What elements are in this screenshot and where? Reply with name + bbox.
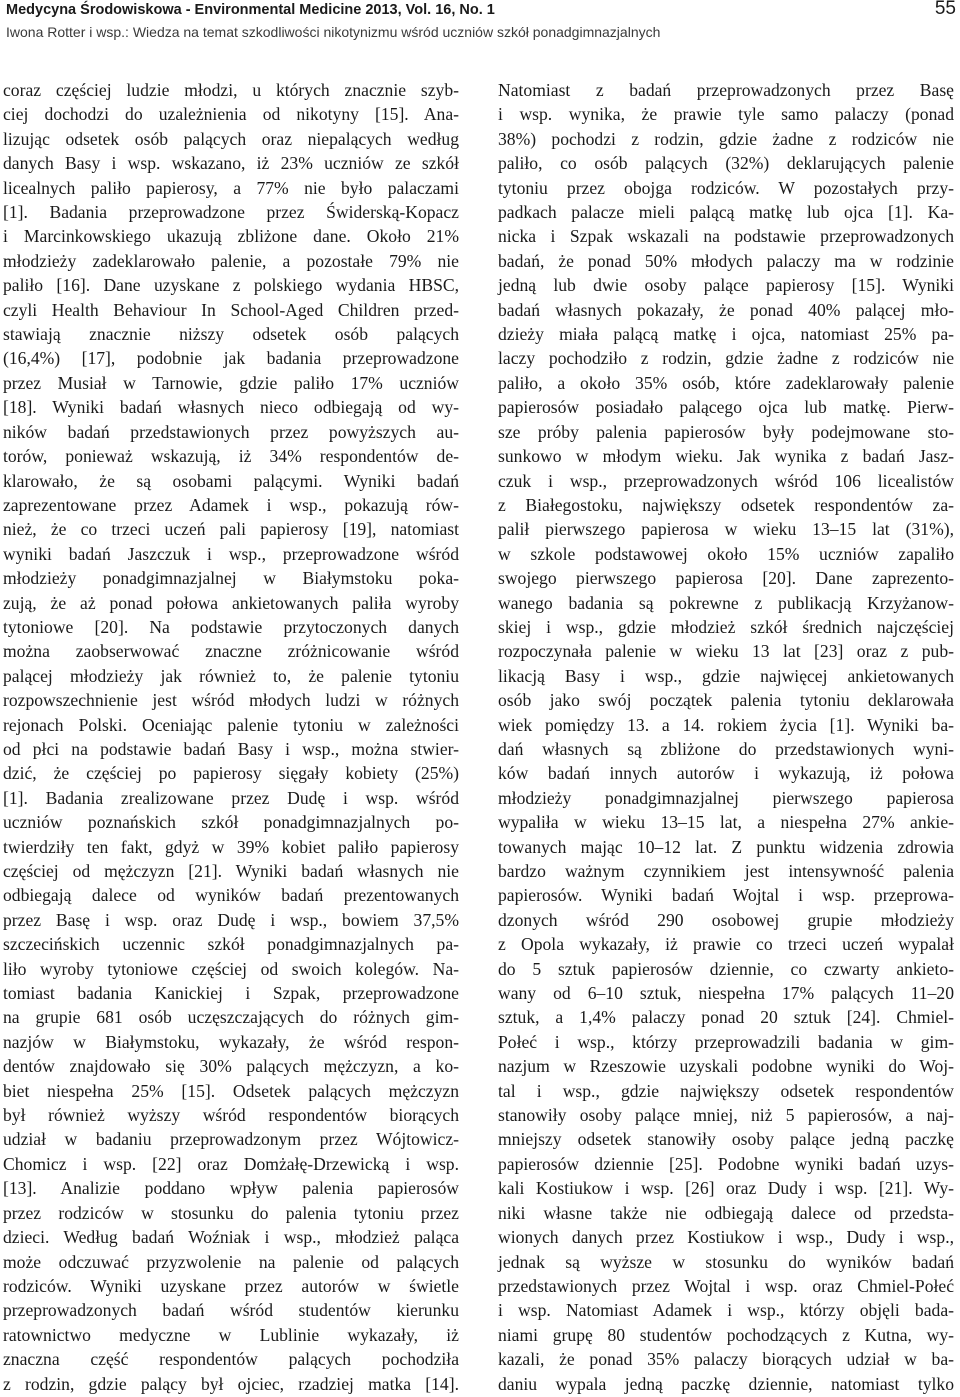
- left-column-text: coraz częściej ludzie młodzi, u których znacznie szyb- ciej dochodzi do uzależnienia od nikotyny [15]. Ana- lizując odsetek osób palących oraz niepalących według danych Basy i wsp. wskazano, iż 23% uczniów ze szkół licealnych paliło papierosy, a 77% nie było palaczami [1]. Badania przeprowadzone przez Świderską-Kopacz i Marcinkowskiego ukazują zbliżone dane. Około 21% młodzieży zadeklarowało palenie, a pozostałe 79% nie paliło [16]. Dane uzyskane z polskiego wydania HBSC, czyli Health Behaviour In School-Aged Children przed- stawiają znacznie niższy odsetek osób palących (16,4%) [17], podobnie jak badania przeprowadzone przez Musiał w Tarnowie, gdzie paliło 17% uczniów [18]. Wyniki badań własnych nieco odbiegają od wy- ników badań przedstawionych przez powyższych au- torów, ponieważ wskazują, iż 34% respondentów de- klarowało, że są osobami palącymi. Wyniki badań zaprezentowane przez Adamek i wsp., pokazują rów- nież, że co trzeci uczeń pali papierosy [19], natomiast wyniki badań Jaszczuk i wsp., przeprowadzone wśród młodzieży ponadgimnazjalnej w Białymstoku poka- zują, że aż ponad połowa ankietowanych paliła wyroby tytoniowe [20]. Na podstawie przytoczonych danych można zaobserwować znaczne zróżnicowanie wśród palącej młodzieży jak również to, że palenie tytoniu rozpowszechnienie jest wśród młodych ludzi w różnych rejonach Polski. Oceniając palenie tytoniu w zależności od płci na podstawie badań Basy i wsp., można stwier- dzić, że częściej po papierosy sięgały kobiety (25%) [1]. Badania zrealizowane przez Dudę i wsp. wśród uczniów poznańskich szkół ponadgimnazjalnych po- twierdziły ten fakt, gdyż w 39% kobiet paliło papierosy częściej od mężczyzn [21]. Wyniki badań własnych nie odbiegają dalece od wyników badań prezentowanych przez Basę i wsp. oraz Dudę i wsp., bowiem 37,5% szczecińskich uczennic szkół ponadgimnazjalnych pa- liło wyroby tytoniowe częściej od swoich kolegów. Na- tomiast badania Kanickiej i Szpak, przeprowadzone na grupie 681 osób uczęszczających do różnych gim- nazjów w Białymstoku, wykazały, że wśród respon- dentów znajdowało się 30% palących mężczyzn, a ko- biet niespełna 25% [15]. Odsetek palących mężczyzn był również wyższy wśród respondentów biorących udział w badaniu przeprowadzonym przez Wójtowicz- Chomicz i wsp. [22] oraz Domżałę-Drzewicką i wsp. [13]. Analizie poddano wpływ palenia papierosów przez rodziców w stosunku do palenia tytoniu przez dzieci. Według badań Woźniak i wsp., młodzież paląca może odczuwać przyzwolenie na palenie od palących rodziców. Wyniki uzyskane przez autorów w świetle przeprowadzonych badań wśród studentów kierunku ratownictwo medyczne w Lublinie wykazały, iż znaczna część respondentów palących pochodziła z rodzin, gdzie palący był ojciec, rzadziej matka [14].: [3, 80, 459, 1394]
- page-header: [0, 0, 960, 52]
- running-title: Iwona Rotter i wsp.: Wiedza na temat szkodliwości nikotynizmu wśród uczniów szkół ponadgimnazjalnych: [6, 24, 661, 40]
- page-number: 55: [934, 0, 956, 19]
- right-column: [498, 78, 954, 1396]
- left-column: [3, 78, 459, 1396]
- journal-title: Medycyna Środowiskowa - Environmental Medicine 2013, Vol. 16, No. 1: [6, 2, 495, 18]
- right-column-text: Natomiast z badań przeprowadzonych przez Basę i wsp. wynika, że prawie tyle samo palaczy (ponad 38%) pochodzi z rodzin, gdzie żadne z rodziców nie paliło, co osób palących (32%) deklarujących palenie tytoniu przez obojga rodziców. W pozostałych przy- padkach palacze mieli palącą matkę lub ojca [1]. Ka- nicka i Szpak wskazali na podstawie przeprowadzonych badań, że ponad 50% młodych palaczy ma w rodzinie jedną lub dwie osoby palące papierosy [15]. Wyniki badań własnych pokazały, że ponad 40% palącej mło- dzieży miała palącą matkę i ojca, natomiast 25% pa- laczy pochodziło z rodzin, gdzie żadne z rodziców nie paliło, a około 35% osób, które zadeklarowały palenie papierosów posiadało palącego ojca lub matkę. Pierw- sze próby palenia papierosów były podejmowane sto- sunkowo w młodym wieku. Jak wynika z badań Jasz- czuk i wsp., przeprowadzonych wśród 106 licealistów z Białegostoku, największy odsetek respondentów za- palił pierwszego papierosa w wieku 13–15 lat (31%), w szkole podstawowej około 15% uczniów zapaliło swojego pierwszego papierosa [20]. Dane zaprezento- wanego badania są pokrewne z publikacją Krzyżanow- skiej i wsp., gdzie młodzież szkół średnich najczęściej rozpoczynała palenie w wieku 13 lat [23] oraz z pub- likacją Basy i wsp., gdzie najwięcej ankietowanych osób jako swój początek palenia tytoniu deklarowała wiek pomiędzy 13. a 14. rokiem życia [1]. Wyniki ba- dań własnych są zbliżone do przedstawionych wyni- ków badań innych autorów i wykazują, iż połowa młodzieży ponadgimnazjalnej pierwszego papierosa wypaliła w wieku 13–15 lat, a niespełna 27% ankie- towanych mając 10–12 lat. Z punktu widzenia zdrowia bardzo ważnym czynnikiem jest intensywność palenia papierosów. Wyniki badań Wojtal i wsp. przeprowa- dzonych wśród 290 osobowej grupie młodzieży z Opola wykazały, iż prawie co trzeci uczeń wypalał do 5 sztuk papierosów dziennie, co czwarty ankieto- wany od 6–10 sztuk, niespełna 17% palących 11–20 sztuk, a 1,4% palaczy ponad 20 sztuk [24]. Chmiel- Połeć i wsp., którzy przeprowadzili badania w gim- nazjum w Rzeszowie uzyskali podobne wyniki do Woj- tal i wsp., gdzie największy odsetek respondentów stanowiły osoby palące mniej, niż 5 papierosów, a naj- mniejszy odsetek stanowiły osoby palące jedną paczkę papierosów dziennie [25]. Podobne wyniki badań uzys- kali Kostiukow i wsp. [26] oraz Dudy i wsp. [21]. Wy- niki własne także nie odbiegają dalece od przedsta- wionych danych przez Kostiukow i wsp., Dudy i wsp., jednak są wyższe w stosunku do wyników badań przedstawionych przez Wojtal i wsp. oraz Chmiel-Połeć i wsp. Natomiast Adamek i wsp., którzy objęli bada- niami grupę 80 studentów pochodzących z Kutna, wy- kazali, że ponad 35% palaczy biorących udział w ba- daniu wypala jedną paczkę dziennie, natomiast tylko: [498, 80, 954, 1394]
